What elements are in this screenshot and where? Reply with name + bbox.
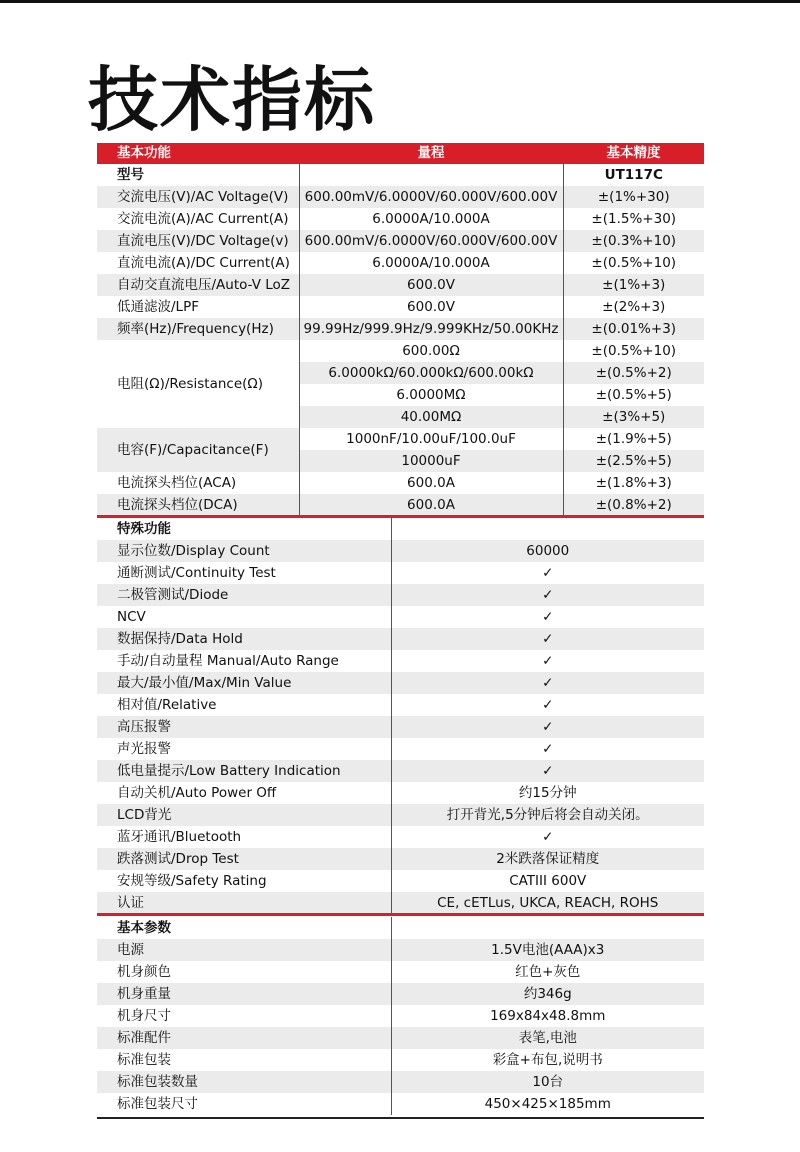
range-value: 6.0000A/10.000A: [299, 208, 563, 230]
function-value: CATIII 600V: [391, 870, 704, 892]
range-value: 600.0V: [299, 274, 563, 296]
param-value: 169x84x48.8mm: [391, 1005, 704, 1027]
table-row: [97, 782, 704, 804]
function-label: 低电量提示/Low Battery Indication: [97, 760, 391, 782]
section-title-row: [97, 917, 704, 939]
section-title: 特殊功能: [97, 518, 391, 540]
param-value: 红色+灰色: [391, 961, 704, 983]
table-row: [97, 716, 704, 738]
param-value: 450×425×185mm: [391, 1093, 704, 1115]
table-row: [97, 208, 704, 230]
function-label: 最大/最小值/Max/Min Value: [97, 672, 391, 694]
table-row: [97, 274, 704, 296]
param-value: 彩盒+布包,说明书: [391, 1049, 704, 1071]
function-label: 二极管测试/Diode: [97, 584, 391, 606]
param-label: 标准配件: [97, 1027, 391, 1049]
function-label: 安规等级/Safety Rating: [97, 870, 391, 892]
bottom-border-line: [97, 1117, 704, 1119]
function-value: 60000: [391, 540, 704, 562]
accuracy-value: ±(1.8%+3): [563, 472, 704, 494]
function-label: 自动交直流电压/Auto-V LoZ: [97, 274, 299, 296]
function-label: LCD背光: [97, 804, 391, 826]
accuracy-value: ±(2%+3): [563, 296, 704, 318]
function-label: 交流电流(A)/AC Current(A): [97, 208, 299, 230]
function-label: 数据保持/Data Hold: [97, 628, 391, 650]
accuracy-value: ±(0.5%+10): [563, 340, 704, 362]
function-value: 打开背光,5分钟后将会自动关闭。: [391, 804, 704, 826]
table-row: [97, 584, 704, 606]
table-row: [97, 628, 704, 650]
accuracy-value: ±(0.8%+2): [563, 494, 704, 516]
model-label: 型号: [97, 164, 299, 186]
function-label: 电流探头档位(ACA): [97, 472, 299, 494]
table-row: [97, 1005, 704, 1027]
top-border-line: [0, 0, 800, 3]
function-label: 电流探头档位(DCA): [97, 494, 299, 516]
param-label: 机身重量: [97, 983, 391, 1005]
table-row: [97, 318, 704, 340]
table-row: [97, 296, 704, 318]
check-icon: ✓: [391, 628, 704, 650]
range-value: 600.0A: [299, 472, 563, 494]
special-function-table: [97, 518, 704, 914]
check-icon: ✓: [391, 562, 704, 584]
function-value: 约15分钟: [391, 782, 704, 804]
range-value: 40.00MΩ: [299, 406, 563, 428]
table-row: [97, 186, 704, 208]
accuracy-value: ±(0.5%+5): [563, 384, 704, 406]
range-value: 99.99Hz/999.9Hz/9.999KHz/50.00KHz: [299, 318, 563, 340]
function-label: 显示位数/Display Count: [97, 540, 391, 562]
accuracy-value: ±(1.5%+30): [563, 208, 704, 230]
function-label: NCV: [97, 606, 391, 628]
capacitance-label: 电容(F)/Capacitance(F): [97, 428, 299, 472]
table-row: [97, 1093, 704, 1115]
table-row: [97, 230, 704, 252]
section-title-empty: [391, 917, 704, 939]
table-row: [97, 650, 704, 672]
function-label: 蓝牙通讯/Bluetooth: [97, 826, 391, 848]
model-value: UT117C: [563, 164, 704, 186]
resistance-label: 电阻(Ω)/Resistance(Ω): [97, 340, 299, 428]
table-row: [97, 1027, 704, 1049]
range-value: 600.0V: [299, 296, 563, 318]
table-row: [97, 472, 704, 494]
param-value: 1.5V电池(AAA)x3: [391, 939, 704, 961]
function-value: 2米跌落保证精度: [391, 848, 704, 870]
section-title: 基本参数: [97, 917, 391, 939]
header-range: 量程: [299, 143, 563, 164]
table-row: [97, 672, 704, 694]
table-row: [97, 562, 704, 584]
function-label: 相对值/Relative: [97, 694, 391, 716]
check-icon: ✓: [391, 716, 704, 738]
function-label: 交流电压(V)/AC Voltage(V): [97, 186, 299, 208]
accuracy-value: ±(0.5%+2): [563, 362, 704, 384]
function-label: 低通滤波/LPF: [97, 296, 299, 318]
range-value: 600.0A: [299, 494, 563, 516]
range-value: 6.0000A/10.000A: [299, 252, 563, 274]
function-label: 通断测试/Continuity Test: [97, 562, 391, 584]
table-row: [97, 826, 704, 848]
accuracy-value: ±(0.01%+3): [563, 318, 704, 340]
table-row: [97, 870, 704, 892]
param-label: 标准包装尺寸: [97, 1093, 391, 1115]
accuracy-value: ±(0.3%+10): [563, 230, 704, 252]
accuracy-value: ±(1%+30): [563, 186, 704, 208]
function-label: 手动/自动量程 Manual/Auto Range: [97, 650, 391, 672]
function-label: 认证: [97, 892, 391, 914]
table-row: [97, 428, 704, 450]
function-value: CE, cETLus, UKCA, REACH, ROHS: [391, 892, 704, 914]
function-label: 直流电压(V)/DC Voltage(v): [97, 230, 299, 252]
range-value: 6.0000kΩ/60.000kΩ/600.00kΩ: [299, 362, 563, 384]
model-row: [97, 164, 704, 186]
param-value: 表笔,电池: [391, 1027, 704, 1049]
accuracy-value: ±(1%+3): [563, 274, 704, 296]
function-label: 跌落测试/Drop Test: [97, 848, 391, 870]
function-label: 自动关机/Auto Power Off: [97, 782, 391, 804]
accuracy-value: ±(0.5%+10): [563, 252, 704, 274]
accuracy-value: ±(1.9%+5): [563, 428, 704, 450]
table-row: [97, 848, 704, 870]
check-icon: ✓: [391, 672, 704, 694]
param-value: 10台: [391, 1071, 704, 1093]
basic-params-table: [97, 917, 704, 1115]
check-icon: ✓: [391, 760, 704, 782]
param-label: 机身颜色: [97, 961, 391, 983]
check-icon: ✓: [391, 606, 704, 628]
section-divider: [97, 913, 704, 916]
table-row: [97, 540, 704, 562]
table-row: [97, 606, 704, 628]
table-row: [97, 340, 704, 362]
section-title-row: [97, 518, 704, 540]
param-label: 电源: [97, 939, 391, 961]
range-value: 10000uF: [299, 450, 563, 472]
table-row: [97, 1049, 704, 1071]
table-row: [97, 804, 704, 826]
header-basic-function: 基本功能: [97, 143, 299, 164]
table-row: [97, 1071, 704, 1093]
table-header-row: [97, 143, 704, 164]
basic-function-table: [97, 143, 704, 516]
accuracy-value: ±(3%+5): [563, 406, 704, 428]
function-label: 频率(Hz)/Frequency(Hz): [97, 318, 299, 340]
param-label: 标准包装: [97, 1049, 391, 1071]
function-label: 直流电流(A)/DC Current(A): [97, 252, 299, 274]
section-title-empty: [391, 518, 704, 540]
table-row: [97, 760, 704, 782]
range-value: 600.00Ω: [299, 340, 563, 362]
check-icon: ✓: [391, 738, 704, 760]
table-row: [97, 983, 704, 1005]
table-row: [97, 252, 704, 274]
function-label: 声光报警: [97, 738, 391, 760]
table-row: [97, 494, 704, 516]
range-value: 600.00mV/6.0000V/60.000V/600.00V: [299, 230, 563, 252]
range-value: 1000nF/10.00uF/100.0uF: [299, 428, 563, 450]
table-row: [97, 738, 704, 760]
header-accuracy: 基本精度: [563, 143, 704, 164]
param-label: 标准包装数量: [97, 1071, 391, 1093]
check-icon: ✓: [391, 584, 704, 606]
model-range-empty: [299, 164, 563, 186]
range-value: 6.0000MΩ: [299, 384, 563, 406]
param-value: 约346g: [391, 983, 704, 1005]
function-label: 高压报警: [97, 716, 391, 738]
check-icon: ✓: [391, 826, 704, 848]
range-value: 600.00mV/6.0000V/60.000V/600.00V: [299, 186, 563, 208]
table-row: [97, 892, 704, 914]
table-row: [97, 939, 704, 961]
page-title: 技术指标: [88, 59, 376, 141]
accuracy-value: ±(2.5%+5): [563, 450, 704, 472]
check-icon: ✓: [391, 650, 704, 672]
check-icon: ✓: [391, 694, 704, 716]
param-label: 机身尺寸: [97, 1005, 391, 1027]
table-row: [97, 961, 704, 983]
table-row: [97, 694, 704, 716]
